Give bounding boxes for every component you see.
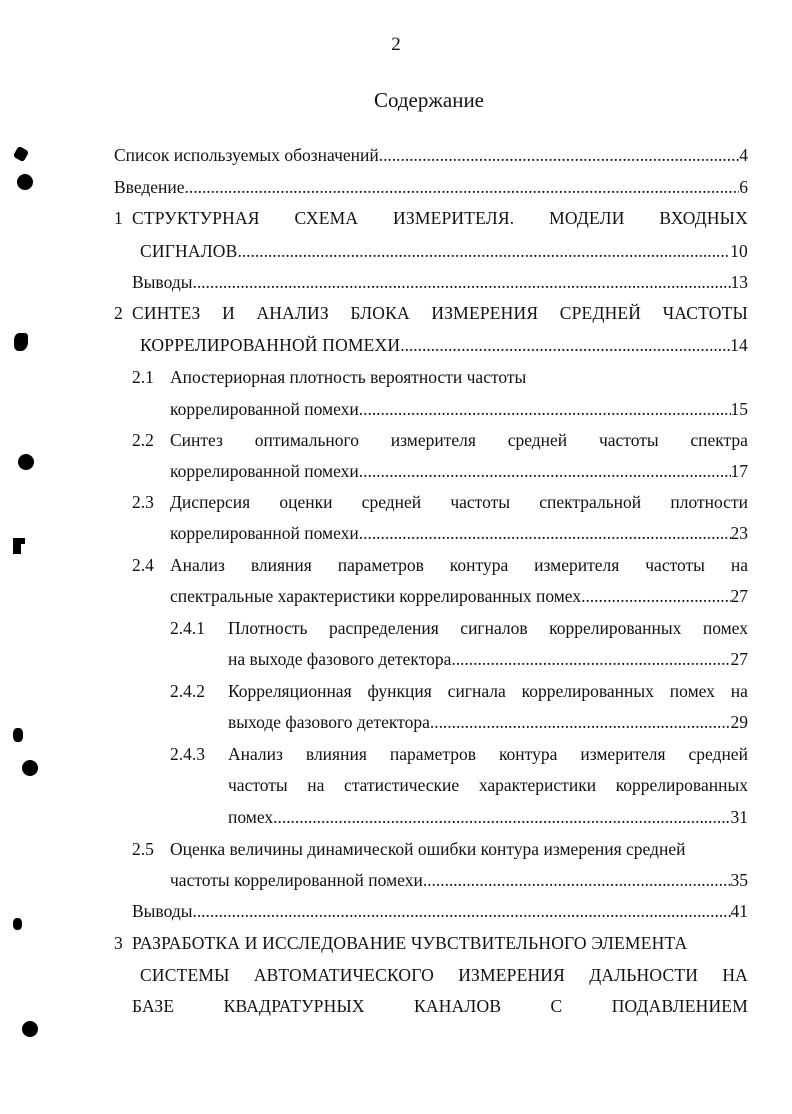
toc-entry[interactable]: частоты коррелированной помехи . . . 35 — [170, 869, 748, 891]
toc-number: 1 — [114, 208, 123, 228]
binding-hole — [17, 174, 33, 190]
toc-number: 2.2 — [132, 430, 154, 450]
toc-entry[interactable]: коррелированной помехи . . . 23 — [170, 522, 748, 544]
toc-entry-heading[interactable]: Корреляционная функция сигнала коррелированных помех на — [228, 681, 748, 701]
leader-dots — [192, 271, 730, 293]
toc-entry-heading[interactable]: СИСТЕМЫ АВТОМАТИЧЕСКОГО ИЗМЕРЕНИЯ ДАЛЬНОСТИ НА — [140, 965, 748, 985]
toc-entry[interactable]: КОРРЕЛИРОВАННОЙ ПОМЕХИ . . . 14 — [140, 334, 748, 356]
leader-dots — [451, 648, 730, 670]
leader-dots — [359, 460, 731, 482]
leader-dots — [423, 869, 731, 891]
page-title: Содержание — [373, 88, 485, 112]
toc-entry[interactable]: спектральные характеристики коррелированных помех . . . 27 — [170, 585, 748, 607]
toc-entry[interactable]: помех . . . 31 — [228, 806, 748, 828]
toc-entry-heading[interactable]: БАЗЕ КВАДРАТУРНЫХ КАНАЛОВ С ПОДАВЛЕНИЕМ — [132, 996, 748, 1016]
toc-entry[interactable]: Список используемых обозначений . . . 4 — [114, 144, 748, 166]
toc-entry[interactable]: на выходе фазового детектора . . . 27 — [228, 648, 748, 670]
toc-entry[interactable]: коррелированной помехи . . . 17 — [170, 460, 748, 482]
toc-entry[interactable]: Введение . . . 6 — [114, 176, 748, 198]
toc-number: 2.4.3 — [170, 744, 205, 764]
leader-dots — [379, 144, 740, 166]
toc-entry[interactable]: выходе фазового детектора . . . 29 — [228, 711, 748, 733]
toc-entry-heading[interactable]: СИНТЕЗ И АНАЛИЗ БЛОКА ИЗМЕРЕНИЯ СРЕДНЕЙ ЧАСТОТЫ — [132, 303, 748, 323]
toc-number: 2.3 — [132, 492, 154, 512]
toc-entry-heading[interactable]: РАЗРАБОТКА И ИССЛЕДОВАНИЕ ЧУВСТВИТЕЛЬНОГО ЭЛЕМЕНТА — [132, 933, 688, 953]
toc-number: 2.4.1 — [170, 618, 205, 638]
leader-dots — [359, 398, 731, 420]
toc-entry-heading[interactable]: Апостериорная плотность вероятности частоты — [170, 367, 527, 387]
binding-hole — [18, 454, 34, 470]
binding-mark — [14, 333, 28, 351]
binding-mark — [13, 918, 22, 930]
toc-entry-heading[interactable]: Плотность распределения сигналов коррелированных помех — [228, 618, 748, 638]
toc-entry[interactable]: Выводы . . . 41 — [132, 900, 748, 922]
toc-entry[interactable]: СИГНАЛОВ . . . 10 — [140, 240, 748, 262]
toc-entry-heading[interactable]: Оценка величины динамической ошибки контура измерения средней — [170, 839, 686, 859]
binding-hole — [22, 760, 38, 776]
leader-dots — [185, 176, 740, 198]
leader-dots — [237, 240, 730, 262]
toc-number: 2.1 — [132, 367, 154, 387]
leader-dots — [430, 711, 731, 733]
toc-entry[interactable]: коррелированной помехи . . . 15 — [170, 398, 748, 420]
toc-number: 2.5 — [132, 839, 154, 859]
leader-dots — [581, 585, 730, 607]
leader-dots — [359, 522, 731, 544]
toc-number: 3 — [114, 933, 123, 953]
toc-entry-heading[interactable]: Анализ влияния параметров контура измерителя средней — [228, 744, 748, 764]
toc-entry[interactable]: Выводы . . . 13 — [132, 271, 748, 293]
toc-entry-heading[interactable]: Дисперсия оценки средней частоты спектральной плотности — [170, 492, 748, 512]
page-number: 2 — [391, 34, 401, 55]
leader-dots — [400, 334, 730, 356]
binding-hole — [22, 1021, 38, 1037]
toc-number: 2.4 — [132, 555, 154, 575]
toc-number: 2 — [114, 303, 123, 323]
toc-number: 2.4.2 — [170, 681, 205, 701]
toc-entry-heading[interactable]: частоты на статистические характеристики коррелированных — [228, 775, 748, 795]
binding-mark — [13, 146, 29, 162]
toc-entry-heading[interactable]: Анализ влияния параметров контура измерителя частоты на — [170, 555, 748, 575]
leader-dots — [192, 900, 730, 922]
binding-mark — [13, 538, 25, 544]
binding-mark — [13, 728, 23, 742]
leader-dots — [273, 806, 730, 828]
toc-entry-heading[interactable]: Синтез оптимального измерителя средней частоты спектра — [170, 430, 748, 450]
toc-entry-heading[interactable]: СТРУКТУРНАЯ СХЕМА ИЗМЕРИТЕЛЯ. МОДЕЛИ ВХОДНЫХ — [132, 208, 748, 228]
